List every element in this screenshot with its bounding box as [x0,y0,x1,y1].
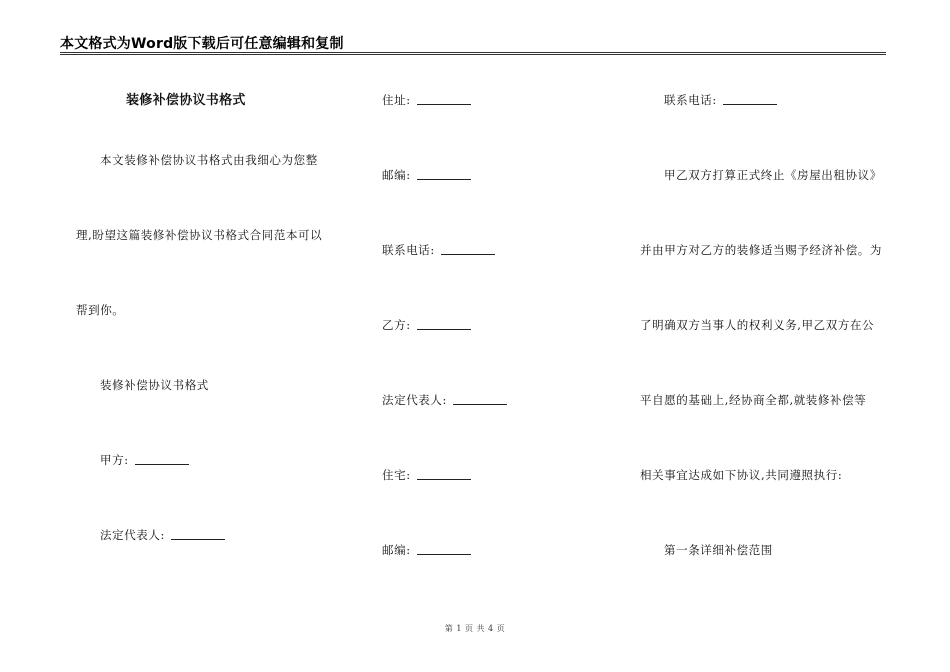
intro-line-1: 本文装修补偿协议书格式由我细心为您整 [100,153,318,167]
intro-line-2: 理,盼望这篇装修补偿协议书格式合同范本可以 [76,228,323,242]
body-line-2: 并由甲方对乙方的装修适当赐予经济补偿。为 [640,243,882,257]
party-a-label: 甲方: [100,453,129,467]
legal-rep-field-b [382,393,507,407]
legal-rep-blank-a [171,529,225,540]
legal-rep-blank-b [453,394,507,405]
residence-blank-b [417,469,471,480]
phone-field-b [664,93,777,107]
postcode-blank-a [417,169,471,180]
document-title: 装修补偿协议书格式 [126,93,246,108]
party-b-field [382,318,471,332]
phone-field-a [382,243,495,257]
postcode-field-a [382,168,471,182]
address-label-a: 住址: [382,93,411,107]
page-number: 第 1 页 共 4 页 [444,624,506,633]
legal-rep-label-a: 法定代表人: [100,528,165,542]
legal-rep-label-b: 法定代表人: [382,393,447,407]
header-rule [60,52,886,53]
postcode-field-b [382,543,471,557]
phone-blank-b [723,94,777,105]
intro-line-3: 帮到你。 [76,303,125,317]
body-line-3: 了明确双方当事人的权利义务,甲乙双方在公 [640,318,875,332]
body-line-5: 相关事宜达成如下协议,共同遵照执行: [640,468,843,482]
legal-rep-field-a [100,528,225,542]
phone-label-b: 联系电话: [664,93,717,107]
header-rule-double [60,54,886,55]
document-header: 本文格式为Word版下载后可任意编辑和复制 [60,36,344,52]
postcode-label-b: 邮编: [382,543,411,557]
party-b-label: 乙方: [382,318,411,332]
address-field-a [382,93,471,107]
address-blank-a [417,94,471,105]
postcode-label-a: 邮编: [382,168,411,182]
body-line-1: 甲乙双方打算正式终止《房屋出租协议》 [664,168,882,182]
party-b-blank [417,319,471,330]
party-a-blank [135,454,189,465]
body-line-4: 平自愿的基础上,经协商全都,就装修补偿等 [640,393,867,407]
phone-label-a: 联系电话: [382,243,435,257]
party-a-field [100,453,189,467]
article-heading: 第一条详细补偿范围 [664,543,773,557]
phone-blank-a [441,244,495,255]
residence-field-b [382,468,471,482]
postcode-blank-b [417,544,471,555]
section-subtitle: 装修补偿协议书格式 [100,378,209,392]
residence-label-b: 住宅: [382,468,411,482]
